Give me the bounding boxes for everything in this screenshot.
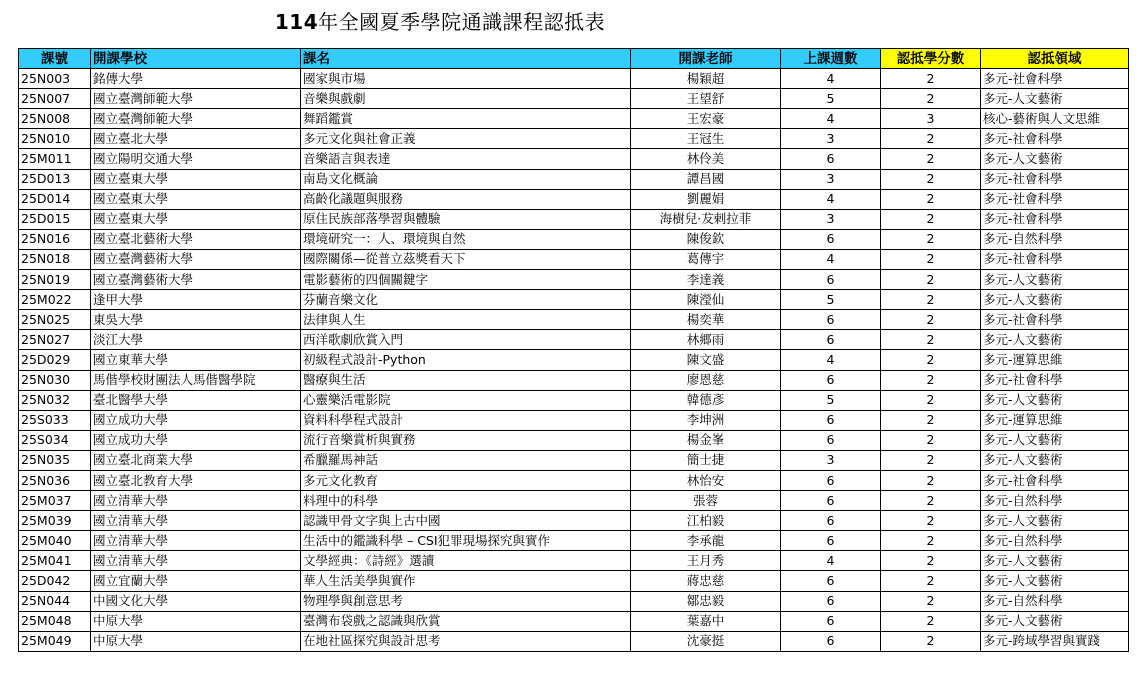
cell-weeks: 6 xyxy=(781,330,881,350)
cell-domain: 多元-人文藝術 xyxy=(981,511,1129,531)
cell-domain: 多元-自然科學 xyxy=(981,491,1129,511)
cell-weeks: 4 xyxy=(781,249,881,269)
cell-domain: 多元-自然科學 xyxy=(981,591,1129,611)
cell-weeks: 6 xyxy=(781,571,881,591)
cell-credits: 2 xyxy=(881,249,981,269)
cell-credits: 2 xyxy=(881,149,981,169)
table-row xyxy=(19,69,1129,89)
cell-credits: 2 xyxy=(881,129,981,149)
cell-course: 料理中的科學 xyxy=(301,491,631,511)
cell-domain: 多元-社會科學 xyxy=(981,370,1129,390)
cell-domain: 多元-人文藝術 xyxy=(981,89,1129,109)
cell-credits: 2 xyxy=(881,370,981,390)
cell-domain: 多元-社會科學 xyxy=(981,310,1129,330)
cell-course: 文學經典：《詩經》選讀 xyxy=(301,551,631,571)
cell-credits: 2 xyxy=(881,450,981,470)
cell-credits: 2 xyxy=(881,89,981,109)
cell-domain: 多元-人文藝術 xyxy=(981,270,1129,290)
cell-code: 25N025 xyxy=(19,310,91,330)
cell-credits: 2 xyxy=(881,611,981,631)
cell-school: 逢甲大學 xyxy=(91,290,301,310)
cell-school: 國立臺灣藝術大學 xyxy=(91,249,301,269)
page-title xyxy=(0,6,880,35)
cell-school: 東吳大學 xyxy=(91,310,301,330)
cell-teacher: 王冠生 xyxy=(631,129,781,149)
cell-weeks: 6 xyxy=(781,310,881,330)
cell-code: 25N007 xyxy=(19,89,91,109)
cell-weeks: 6 xyxy=(781,370,881,390)
cell-course: 希臘羅馬神話 xyxy=(301,450,631,470)
cell-teacher: 李達義 xyxy=(631,270,781,290)
cell-course: 流行音樂賞析與實務 xyxy=(301,430,631,450)
cell-teacher: 譚昌國 xyxy=(631,169,781,189)
cell-school: 國立臺灣藝術大學 xyxy=(91,270,301,290)
cell-weeks: 5 xyxy=(781,89,881,109)
cell-code: 25N032 xyxy=(19,390,91,410)
cell-code: 25D029 xyxy=(19,350,91,370)
table-row xyxy=(19,430,1129,450)
cell-school: 國立清華大學 xyxy=(91,511,301,531)
cell-school: 國立臺東大學 xyxy=(91,209,301,229)
cell-weeks: 6 xyxy=(781,511,881,531)
table-row xyxy=(19,611,1129,631)
cell-teacher: 李承龍 xyxy=(631,531,781,551)
cell-credits: 2 xyxy=(881,229,981,249)
cell-teacher: 鄒忠毅 xyxy=(631,591,781,611)
cell-credits: 2 xyxy=(881,209,981,229)
table-row xyxy=(19,450,1129,470)
table-row xyxy=(19,591,1129,611)
cell-domain: 多元-社會科學 xyxy=(981,470,1129,490)
cell-school: 國立成功大學 xyxy=(91,430,301,450)
table-row xyxy=(19,350,1129,370)
cell-credits: 2 xyxy=(881,470,981,490)
table-row xyxy=(19,189,1129,209)
cell-course: 原住民族部落學習與體驗 xyxy=(301,209,631,229)
cell-code: 25D014 xyxy=(19,189,91,209)
cell-teacher: 陳俊欽 xyxy=(631,229,781,249)
cell-credits: 2 xyxy=(881,551,981,571)
cell-domain: 多元-人文藝術 xyxy=(981,290,1129,310)
table-body xyxy=(19,69,1129,652)
cell-code: 25S033 xyxy=(19,410,91,430)
cell-credits: 2 xyxy=(881,290,981,310)
table-row xyxy=(19,410,1129,430)
cell-domain: 多元-運算思維 xyxy=(981,350,1129,370)
cell-teacher: 海樹兒·犮剌拉菲 xyxy=(631,209,781,229)
cell-domain: 多元-自然科學 xyxy=(981,229,1129,249)
cell-code: 25M022 xyxy=(19,290,91,310)
cell-teacher: 陳文盛 xyxy=(631,350,781,370)
cell-school: 臺北醫學大學 xyxy=(91,390,301,410)
cell-weeks: 4 xyxy=(781,350,881,370)
cell-weeks: 6 xyxy=(781,631,881,651)
cell-course: 醫療與生活 xyxy=(301,370,631,390)
cell-code: 25M041 xyxy=(19,551,91,571)
cell-code: 25N035 xyxy=(19,450,91,470)
cell-course: 多元文化教育 xyxy=(301,470,631,490)
cell-weeks: 6 xyxy=(781,410,881,430)
cell-course: 初級程式設計-Python xyxy=(301,350,631,370)
cell-teacher: 林伶美 xyxy=(631,149,781,169)
cell-domain: 多元-社會科學 xyxy=(981,129,1129,149)
cell-code: 25N027 xyxy=(19,330,91,350)
cell-weeks: 3 xyxy=(781,209,881,229)
cell-code: 25N030 xyxy=(19,370,91,390)
cell-teacher: 沈豪挺 xyxy=(631,631,781,651)
cell-domain: 多元-自然科學 xyxy=(981,531,1129,551)
cell-credits: 2 xyxy=(881,531,981,551)
cell-school: 國立臺灣師範大學 xyxy=(91,109,301,129)
table-row xyxy=(19,491,1129,511)
cell-school: 中原大學 xyxy=(91,631,301,651)
cell-teacher: 劉麗娟 xyxy=(631,189,781,209)
cell-domain: 多元-社會科學 xyxy=(981,69,1129,89)
cell-credits: 2 xyxy=(881,169,981,189)
header-row xyxy=(19,49,1129,69)
cell-weeks: 4 xyxy=(781,189,881,209)
cell-course: 西洋歌劇欣賞入門 xyxy=(301,330,631,350)
cell-school: 國立臺北藝術大學 xyxy=(91,229,301,249)
header-course: 課名 xyxy=(301,49,631,69)
cell-weeks: 3 xyxy=(781,169,881,189)
cell-school: 國立臺北商業大學 xyxy=(91,450,301,470)
cell-weeks: 6 xyxy=(781,270,881,290)
cell-weeks: 4 xyxy=(781,109,881,129)
table-row xyxy=(19,209,1129,229)
cell-teacher: 林怡安 xyxy=(631,470,781,490)
cell-credits: 2 xyxy=(881,511,981,531)
cell-weeks: 6 xyxy=(781,591,881,611)
cell-credits: 2 xyxy=(881,69,981,89)
cell-teacher: 江柏毅 xyxy=(631,511,781,531)
cell-teacher: 楊金峯 xyxy=(631,430,781,450)
cell-code: 25D013 xyxy=(19,169,91,189)
cell-school: 國立臺東大學 xyxy=(91,169,301,189)
table-row xyxy=(19,310,1129,330)
cell-school: 馬偕學校財團法人馬偕醫學院 xyxy=(91,370,301,390)
cell-code: 25M011 xyxy=(19,149,91,169)
table-row xyxy=(19,229,1129,249)
cell-course: 法律與人生 xyxy=(301,310,631,330)
cell-course: 音樂語言與表達 xyxy=(301,149,631,169)
cell-weeks: 6 xyxy=(781,611,881,631)
cell-teacher: 廖恩慈 xyxy=(631,370,781,390)
cell-credits: 2 xyxy=(881,430,981,450)
cell-school: 國立清華大學 xyxy=(91,531,301,551)
cell-teacher: 簡士捷 xyxy=(631,450,781,470)
cell-credits: 2 xyxy=(881,310,981,330)
cell-code: 25M040 xyxy=(19,531,91,551)
cell-code: 25D042 xyxy=(19,571,91,591)
table-row xyxy=(19,370,1129,390)
table-row xyxy=(19,631,1129,651)
cell-course: 國家與市場 xyxy=(301,69,631,89)
cell-weeks: 6 xyxy=(781,491,881,511)
cell-credits: 2 xyxy=(881,410,981,430)
header-weeks: 上課週數 xyxy=(781,49,881,69)
cell-course: 高齡化議題與服務 xyxy=(301,189,631,209)
cell-code: 25N019 xyxy=(19,270,91,290)
table-row xyxy=(19,169,1129,189)
table-row xyxy=(19,89,1129,109)
cell-teacher: 李坤洲 xyxy=(631,410,781,430)
title-text: 年全國夏季學院通識課程認抵表 xyxy=(318,10,606,34)
cell-credits: 2 xyxy=(881,189,981,209)
cell-teacher: 張蓉 xyxy=(631,491,781,511)
cell-credits: 2 xyxy=(881,591,981,611)
cell-credits: 2 xyxy=(881,330,981,350)
cell-course: 國際關係—從普立茲獎看天下 xyxy=(301,249,631,269)
cell-school: 國立清華大學 xyxy=(91,491,301,511)
cell-teacher: 王宏豪 xyxy=(631,109,781,129)
table-row xyxy=(19,330,1129,350)
cell-credits: 3 xyxy=(881,109,981,129)
cell-credits: 2 xyxy=(881,571,981,591)
cell-course: 在地社區探究與設計思考 xyxy=(301,631,631,651)
cell-school: 國立成功大學 xyxy=(91,410,301,430)
cell-domain: 多元-社會科學 xyxy=(981,249,1129,269)
cell-code: 25M037 xyxy=(19,491,91,511)
cell-school: 國立臺灣師範大學 xyxy=(91,89,301,109)
header-credits: 認抵學分數 xyxy=(881,49,981,69)
cell-credits: 2 xyxy=(881,390,981,410)
table-row xyxy=(19,511,1129,531)
cell-code: 25S034 xyxy=(19,430,91,450)
cell-credits: 2 xyxy=(881,270,981,290)
cell-school: 國立陽明交通大學 xyxy=(91,149,301,169)
cell-teacher: 楊穎超 xyxy=(631,69,781,89)
cell-course: 生活中的鑑識科學 – CSI犯罪現場探究與實作 xyxy=(301,531,631,551)
cell-domain: 多元-社會科學 xyxy=(981,209,1129,229)
cell-weeks: 6 xyxy=(781,229,881,249)
cell-school: 國立臺北教育大學 xyxy=(91,470,301,490)
cell-course: 芬蘭音樂文化 xyxy=(301,290,631,310)
cell-course: 華人生活美學與實作 xyxy=(301,571,631,591)
cell-code: 25N036 xyxy=(19,470,91,490)
cell-teacher: 葛傳宇 xyxy=(631,249,781,269)
cell-code: 25N003 xyxy=(19,69,91,89)
cell-course: 認識甲骨文字與上古中國 xyxy=(301,511,631,531)
cell-code: 25N008 xyxy=(19,109,91,129)
cell-course: 心靈樂活電影院 xyxy=(301,390,631,410)
cell-weeks: 5 xyxy=(781,390,881,410)
cell-domain: 多元-運算思維 xyxy=(981,410,1129,430)
cell-weeks: 3 xyxy=(781,129,881,149)
cell-credits: 2 xyxy=(881,631,981,651)
cell-school: 國立臺東大學 xyxy=(91,189,301,209)
cell-course: 環境研究一：人、環境與自然 xyxy=(301,229,631,249)
cell-course: 音樂與戲劇 xyxy=(301,89,631,109)
table-row xyxy=(19,270,1129,290)
cell-school: 銘傳大學 xyxy=(91,69,301,89)
cell-weeks: 6 xyxy=(781,470,881,490)
cell-school: 國立清華大學 xyxy=(91,551,301,571)
cell-teacher: 韓德彥 xyxy=(631,390,781,410)
cell-domain: 多元-人文藝術 xyxy=(981,430,1129,450)
cell-domain: 多元-人文藝術 xyxy=(981,571,1129,591)
header-school: 開課學校 xyxy=(91,49,301,69)
cell-school: 國立臺北大學 xyxy=(91,129,301,149)
cell-teacher: 陳瀅仙 xyxy=(631,290,781,310)
cell-domain: 多元-人文藝術 xyxy=(981,611,1129,631)
cell-domain: 多元-人文藝術 xyxy=(981,551,1129,571)
cell-school: 中國文化大學 xyxy=(91,591,301,611)
cell-domain: 多元-跨域學習與實踐 xyxy=(981,631,1129,651)
cell-school: 國立宜蘭大學 xyxy=(91,571,301,591)
cell-weeks: 3 xyxy=(781,450,881,470)
cell-teacher: 王月秀 xyxy=(631,551,781,571)
cell-teacher: 楊奕華 xyxy=(631,310,781,330)
table-row xyxy=(19,470,1129,490)
cell-domain: 多元-人文藝術 xyxy=(981,450,1129,470)
cell-code: 25M039 xyxy=(19,511,91,531)
cell-weeks: 5 xyxy=(781,290,881,310)
table-row xyxy=(19,551,1129,571)
cell-code: 25N044 xyxy=(19,591,91,611)
cell-domain: 核心-藝術與人文思維 xyxy=(981,109,1129,129)
cell-teacher: 蔣忠慈 xyxy=(631,571,781,591)
header-teacher: 開課老師 xyxy=(631,49,781,69)
cell-code: 25N016 xyxy=(19,229,91,249)
cell-domain: 多元-社會科學 xyxy=(981,169,1129,189)
header-domain: 認抵領域 xyxy=(981,49,1129,69)
cell-course: 電影藝術的四個關鍵字 xyxy=(301,270,631,290)
cell-course: 資料科學程式設計 xyxy=(301,410,631,430)
cell-domain: 多元-人文藝術 xyxy=(981,330,1129,350)
cell-domain: 多元-社會科學 xyxy=(981,189,1129,209)
table-row xyxy=(19,290,1129,310)
table-row xyxy=(19,571,1129,591)
cell-weeks: 4 xyxy=(781,551,881,571)
header-code: 課號 xyxy=(19,49,91,69)
cell-code: 25D015 xyxy=(19,209,91,229)
cell-course: 物理學與創意思考 xyxy=(301,591,631,611)
table-row xyxy=(19,249,1129,269)
cell-weeks: 4 xyxy=(781,69,881,89)
cell-domain: 多元-人文藝術 xyxy=(981,390,1129,410)
cell-code: 25N010 xyxy=(19,129,91,149)
cell-credits: 2 xyxy=(881,491,981,511)
cell-weeks: 6 xyxy=(781,531,881,551)
cell-credits: 2 xyxy=(881,350,981,370)
table-row xyxy=(19,129,1129,149)
cell-teacher: 王望舒 xyxy=(631,89,781,109)
table-row xyxy=(19,531,1129,551)
cell-weeks: 6 xyxy=(781,149,881,169)
cell-code: 25M049 xyxy=(19,631,91,651)
title-year: 114 xyxy=(274,10,319,34)
cell-course: 舞蹈鑑賞 xyxy=(301,109,631,129)
course-table xyxy=(18,48,1129,652)
cell-course: 多元文化與社會正義 xyxy=(301,129,631,149)
cell-school: 國立東華大學 xyxy=(91,350,301,370)
cell-school: 中原大學 xyxy=(91,611,301,631)
table-row xyxy=(19,390,1129,410)
cell-teacher: 葉嘉中 xyxy=(631,611,781,631)
cell-teacher: 林郷雨 xyxy=(631,330,781,350)
cell-weeks: 6 xyxy=(781,430,881,450)
table-row xyxy=(19,109,1129,129)
table-row xyxy=(19,149,1129,169)
cell-course: 南島文化概論 xyxy=(301,169,631,189)
cell-school: 淡江大學 xyxy=(91,330,301,350)
cell-code: 25N018 xyxy=(19,249,91,269)
cell-code: 25M048 xyxy=(19,611,91,631)
cell-course: 臺灣布袋戲之認識與欣賞 xyxy=(301,611,631,631)
cell-domain: 多元-人文藝術 xyxy=(981,149,1129,169)
